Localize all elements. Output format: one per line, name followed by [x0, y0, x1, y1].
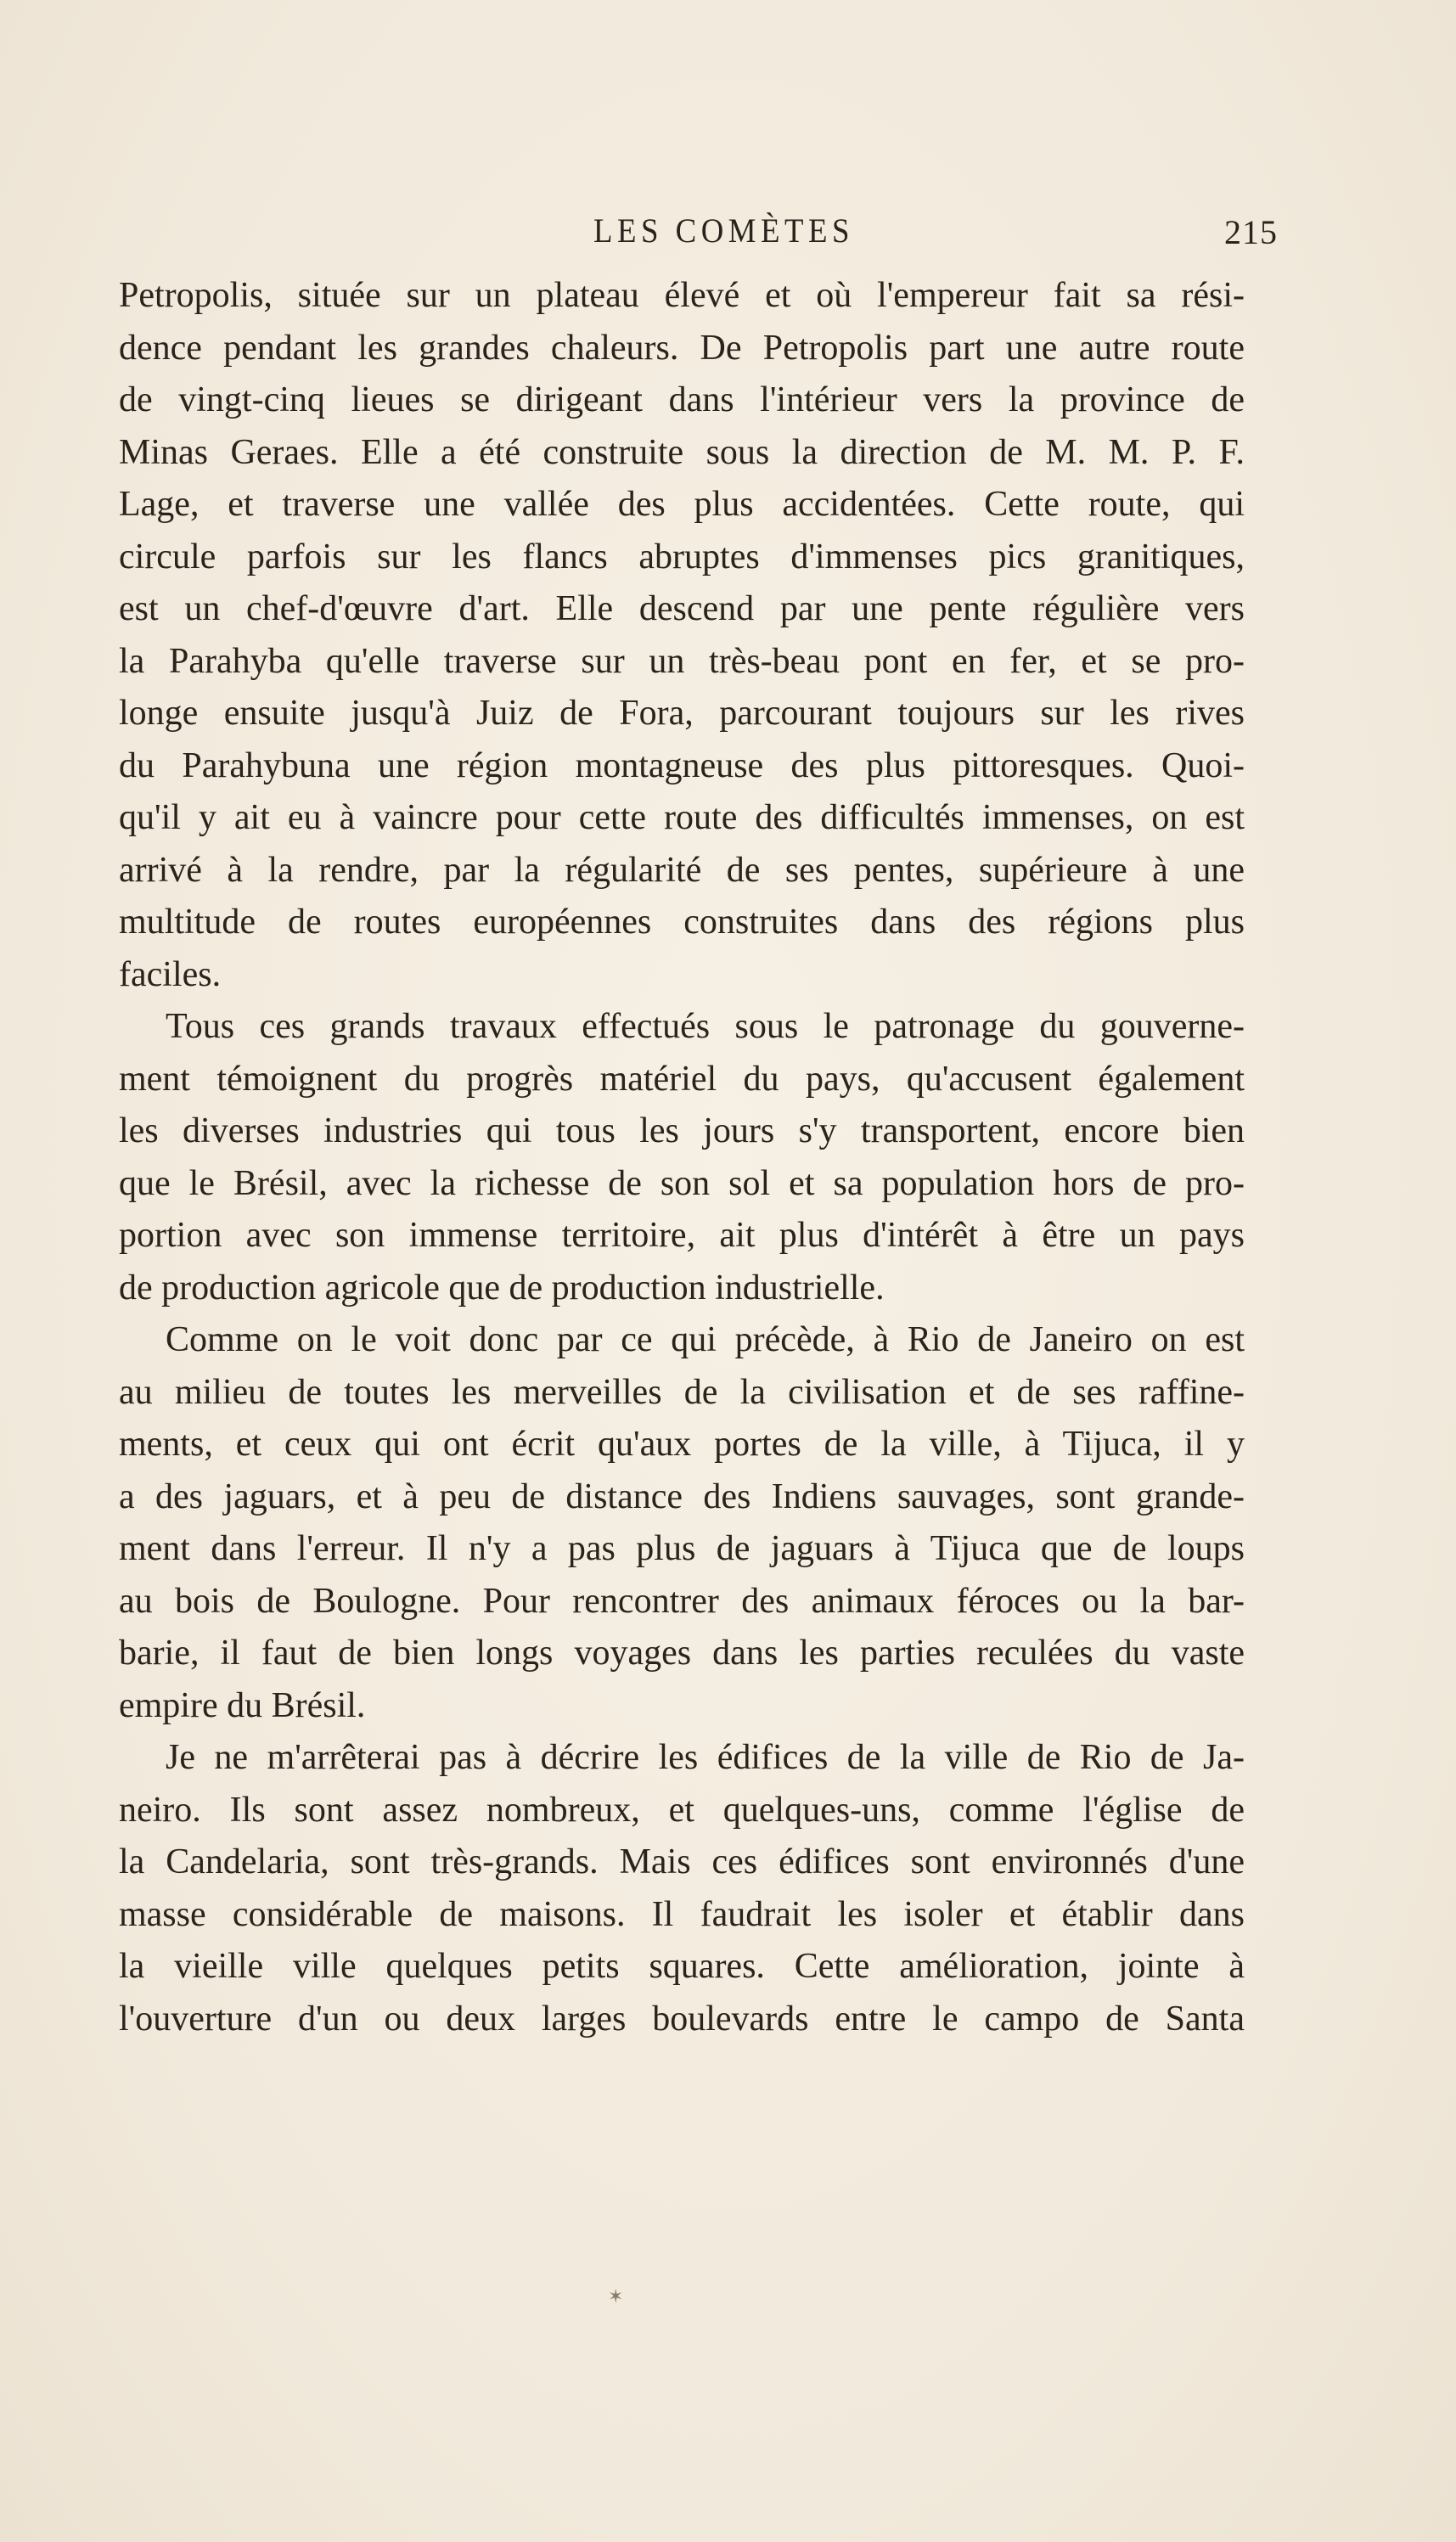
running-head [170, 211, 1278, 262]
text-line: la Parahyba qu'elle traverse sur un très-beau pont en fer, et se pro- [119, 641, 1245, 681]
text-line: de vingt-cinq lieues se dirigeant dans l'intérieur vers la province de [119, 380, 1245, 419]
ink-smudge: ✶ [608, 2286, 624, 2307]
text-line: multitude de routes européennes construites dans des régions plus [119, 903, 1245, 942]
text-line: arrivé à la rendre, par la régularité de ses pentes, supérieure à une [119, 850, 1245, 890]
text-line: barie, il faut de bien longs voyages dans les parties reculées du vaste [119, 1634, 1245, 1673]
text-line: Lage, et traverse une vallée des plus accidentées. Cette route, qui [119, 485, 1245, 524]
text-line: ments, et ceux qui ont écrit qu'aux portes de la ville, à Tijuca, il y [119, 1425, 1245, 1464]
paragraph-start-line: Je ne m'arrêterai pas à décrire les édifices de la ville de Rio de Ja- [166, 1738, 1245, 1777]
paragraph-end-line: faciles. [119, 954, 222, 994]
paragraph-end-line: empire du Brésil. [119, 1685, 366, 1725]
paragraph-end-line: de production agricole que de production industrielle. [119, 1268, 885, 1308]
text-line: que le Brésil, avec la richesse de son sol et sa population hors de pro- [119, 1163, 1245, 1203]
text-line: circule parfois sur les flancs abruptes d'immenses pics granitiques, [119, 537, 1245, 576]
running-title: LES COMÈTES [593, 211, 855, 250]
text-line: neiro. Ils sont assez nombreux, et quelques-uns, comme l'église de [119, 1790, 1245, 1830]
text-line: longe ensuite jusqu'à Juiz de Fora, parcourant toujours sur les rives [119, 694, 1245, 733]
text-line: du Parahybuna une région montagneuse des plus pittoresques. Quoi- [119, 745, 1245, 785]
text-line: la Candelaria, sont très-grands. Mais ces édifices sont environnés d'une [119, 1842, 1245, 1881]
text-line: masse considérable de maisons. Il faudrait les isoler et établir dans [119, 1894, 1245, 1934]
text-line: a des jaguars, et à peu de distance des Indiens sauvages, sont grande- [119, 1476, 1245, 1516]
text-line: est un chef-d'œuvre d'art. Elle descend par une pente régulière vers [119, 589, 1245, 628]
paragraph-start-line: Comme on le voit donc par ce qui précède, à Rio de Janeiro on est [166, 1320, 1245, 1359]
text-line: dence pendant les grandes chaleurs. De Petropolis part une autre route [119, 328, 1245, 368]
text-line: qu'il y ait eu à vaincre pour cette route des difficultés immenses, on est [119, 798, 1245, 837]
body-text [119, 270, 1401, 2045]
paragraph-start-line: Tous ces grands travaux effectués sous le patronage du gouverne- [166, 1007, 1245, 1046]
text-line: les diverses industries qui tous les jours s'y transportent, encore bien [119, 1111, 1245, 1150]
text-line: la vieille ville quelques petits squares. Cette amélioration, jointe à [119, 1947, 1245, 1986]
text-line: au milieu de toutes les merveilles de la civilisation et de ses raffine- [119, 1372, 1245, 1412]
text-line: ment témoignent du progrès matériel du pays, qu'accusent également [119, 1059, 1245, 1099]
text-line: Petropolis, située sur un plateau élevé et où l'empereur fait sa rési- [119, 276, 1245, 315]
text-line: au bois de Boulogne. Pour rencontrer des animaux féroces ou la bar- [119, 1581, 1245, 1621]
text-line: ment dans l'erreur. Il n'y a pas plus de jaguars à Tijuca que de loups [119, 1529, 1245, 1568]
page-number: 215 [1224, 213, 1278, 251]
text-line: portion avec son immense territoire, ait plus d'intérêt à être un pays [119, 1216, 1245, 1255]
text-line: Minas Geraes. Elle a été construite sous la direction de M. M. P. F. [119, 432, 1245, 472]
text-line: l'ouverture d'un ou deux larges boulevards entre le campo de Santa [119, 1999, 1245, 2039]
